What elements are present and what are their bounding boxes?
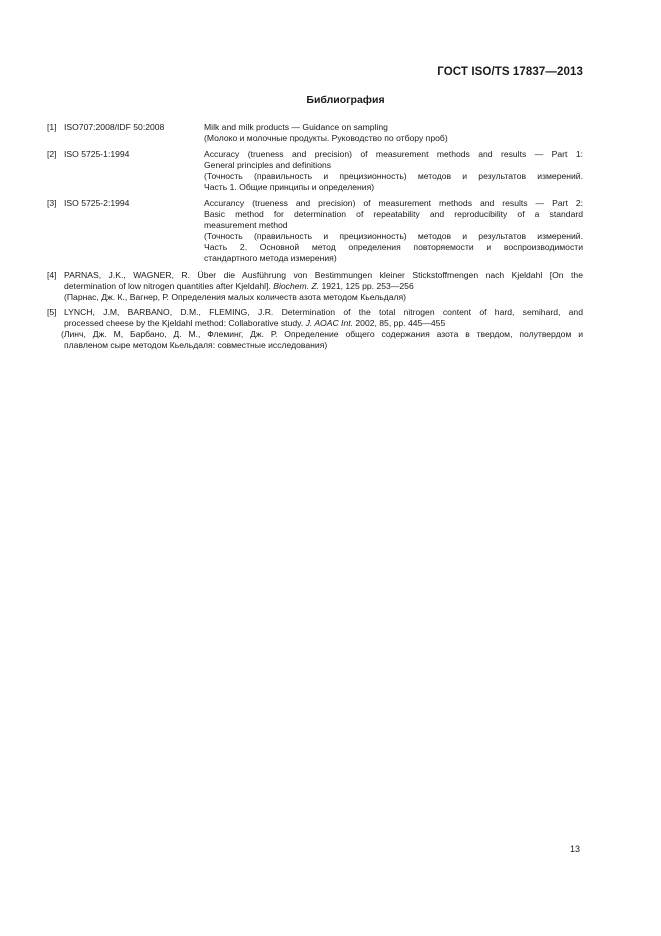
entry-body [64, 270, 583, 303]
entry-number: [4] [47, 270, 57, 280]
desc-line: Часть 2. Основной метод определения повторяемости и воспроизводимости [204, 242, 583, 252]
ref-line [64, 318, 583, 329]
desc-line: Basic method for determination of repeatability and reproducibility of a standard [204, 209, 583, 219]
ref-text: 1921, 125 pp. 253—256 [319, 281, 414, 291]
entry-description [204, 149, 583, 193]
page-number: 13 [570, 844, 581, 854]
desc-line: (Молоко и молочные продукты. Руководство по отбору проб) [204, 133, 448, 143]
desc-line: Accurancy (trueness and precision) of measurement methods and results — Part 2: [204, 198, 583, 208]
entry-description [204, 122, 583, 144]
ref-text: 2002, 85, pp. 445—455 [353, 318, 446, 328]
ref-line: LYNCH, J.M, BARBANO, D.M., FLEMING, J.R. Determination of the total nitrogen content of hard, semihard, and [64, 307, 583, 317]
entry-number: [5] [47, 307, 57, 317]
desc-line: Milk and milk products — Guidance on sampling [204, 122, 388, 132]
desc-line: стандартного метода измерения) [204, 253, 337, 263]
journal-name: J. AOAC Int. [305, 318, 353, 328]
bibliography-title: Библиография [306, 94, 385, 106]
desc-line: General principles and definitions [204, 160, 332, 170]
ref-text: processed cheese by the Kjeldahl method: Collaborative study. [64, 318, 306, 328]
ref-line: (Линч, Дж. М, Барбано, Д. М., Флеминг, Дж. Р. Определение общего содержания азота в твердом, полутвердом и [61, 329, 583, 339]
desc-line: Часть 1. Общие принципы и определения) [204, 182, 375, 192]
journal-name: Biochem. Z. [273, 281, 320, 291]
entry-description [204, 198, 583, 264]
entry-number: [1] [47, 122, 57, 132]
desc-line: measurement method [204, 220, 288, 230]
standard-designation: ГОСТ ISO/TS 17837—2013 [437, 66, 583, 78]
entry-number: [2] [47, 149, 57, 159]
ref-line: плавленом сыре методом Кьельдаля: совместные исследования) [64, 340, 328, 350]
entry-code: ISO 5725-1:1994 [64, 149, 130, 159]
ref-line: PARNAS, J.K., WAGNER, R. Über die Ausführung von Bestimmungen kleiner Stickstoffmengen nach Kjeldahl [On the [64, 270, 583, 280]
ref-line: (Парнас, Дж. К., Вагнер, Р. Определения малых количеств азота методом Кьельдаля) [64, 292, 407, 302]
entry-code: ISO 5725-2:1994 [64, 198, 130, 208]
desc-line: (Точность (правильность и прецизионность) методов и результатов измерений. [204, 171, 583, 181]
ref-text: determination of low nitrogen quantities after Kjeldahl]. [64, 281, 274, 291]
desc-line: Accuracy (trueness and precision) of measurement methods and results — Part 1: [204, 149, 583, 159]
desc-line: (Точность (правильность и прецизионность) методов и результатов измерений. [204, 231, 583, 241]
ref-line [64, 281, 583, 292]
entry-number: [3] [47, 198, 57, 208]
entry-body [61, 307, 583, 351]
entry-code: ISO707:2008/IDF 50:2008 [64, 122, 165, 132]
